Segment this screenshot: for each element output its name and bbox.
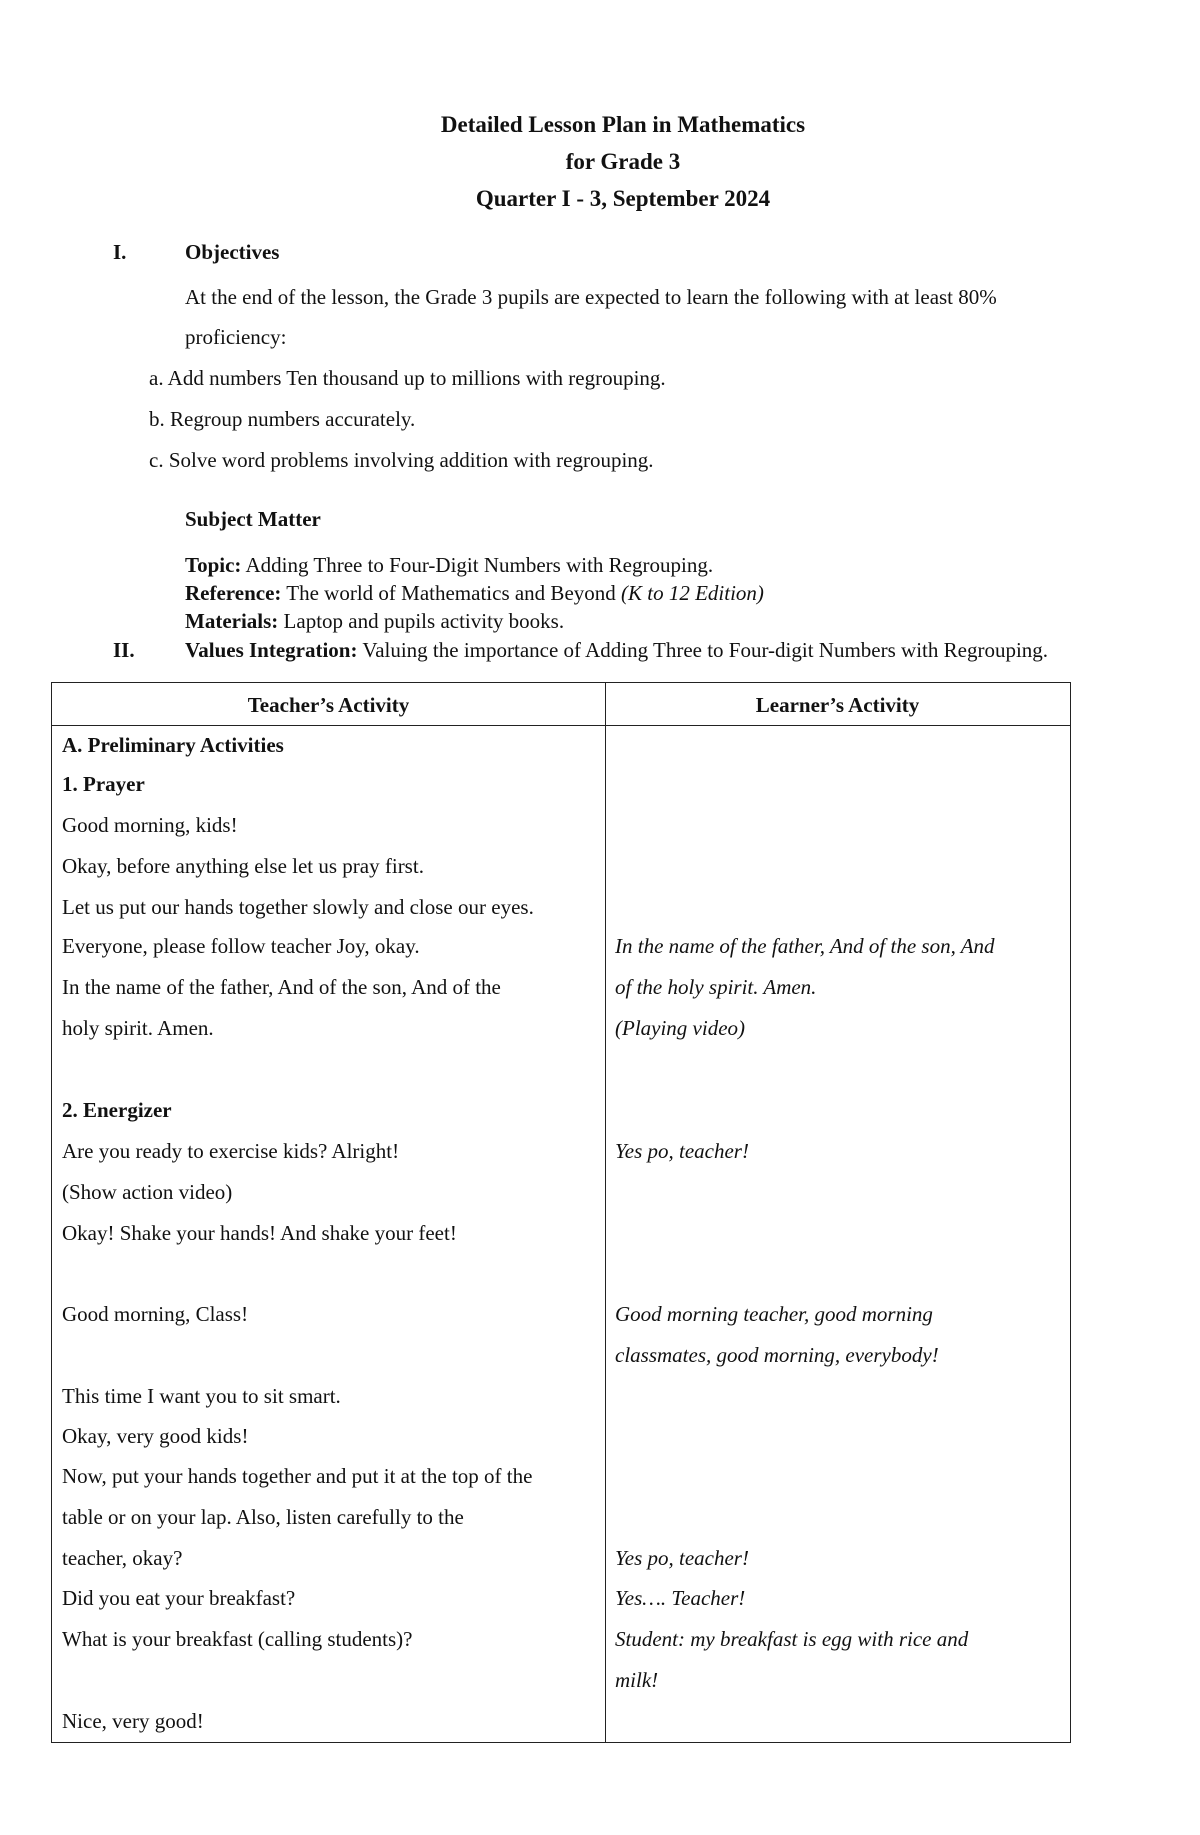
learner-line: Yes po, teacher!	[615, 1546, 749, 1570]
teacher-line: Now, put your hands together and put it at the top of the	[62, 1464, 533, 1488]
header-learner-activity: Learner’s Activity	[755, 693, 920, 717]
reference-edition: (K to 12 Edition)	[621, 581, 764, 605]
learner-line: (Playing video)	[615, 1016, 746, 1040]
column-divider	[605, 683, 606, 1742]
topic-label: Topic:	[185, 553, 242, 577]
values-value: Valuing the importance of Adding Three to Four-digit Numbers with Regrouping.	[357, 638, 1049, 662]
section-numeral-objectives: I.	[113, 240, 127, 264]
table-header-row	[52, 683, 1070, 726]
teacher-line: Let us put our hands together slowly and close our eyes.	[62, 895, 534, 919]
activity-table	[51, 682, 1071, 1743]
teacher-line: table or on your lap. Also, listen carefully to the	[62, 1505, 464, 1529]
teacher-line: Are you ready to exercise kids? Alright!	[62, 1139, 400, 1163]
teacher-line: This time I want you to sit smart.	[62, 1384, 341, 1408]
values-label: Values Integration:	[185, 638, 358, 662]
reference-value: The world of Mathematics and Beyond	[281, 581, 622, 605]
learner-line: Good morning teacher, good morning	[615, 1302, 933, 1326]
teacher-line: Everyone, please follow teacher Joy, okay.	[62, 934, 420, 958]
learner-line: Yes…. Teacher!	[615, 1586, 746, 1610]
values-integration-line	[185, 638, 1048, 663]
learner-line: classmates, good morning, everybody!	[615, 1343, 939, 1367]
topic-value: Adding Three to Four-Digit Numbers with Regrouping.	[241, 553, 714, 577]
objectives-heading: Objectives	[185, 240, 280, 264]
teacher-line: What is your breakfast (calling students)?	[62, 1627, 413, 1651]
objective-item-c: c. Solve word problems involving addition with regrouping.	[149, 448, 654, 472]
objectives-intro-line-1: At the end of the lesson, the Grade 3 pupils are expected to learn the following with at least 80%	[185, 285, 997, 309]
teacher-line: Did you eat your breakfast?	[62, 1586, 296, 1610]
teacher-line: holy spirit. Amen.	[62, 1016, 214, 1040]
learner-line: Student: my breakfast is egg with rice and	[615, 1627, 969, 1651]
document-title-line-2: for Grade 3	[565, 149, 681, 174]
materials-value: Laptop and pupils activity books.	[278, 609, 565, 633]
reference-line	[185, 581, 764, 606]
objective-item-b: b. Regroup numbers accurately.	[149, 407, 416, 431]
materials-label: Materials:	[185, 609, 279, 633]
teacher-line: Nice, very good!	[62, 1709, 204, 1733]
teacher-line: Okay, before anything else let us pray first.	[62, 854, 424, 878]
teacher-line: Good morning, Class!	[62, 1302, 249, 1326]
topic-line	[185, 553, 713, 578]
objectives-intro-line-2: proficiency:	[185, 325, 287, 349]
teacher-line: Okay! Shake your hands! And shake your feet!	[62, 1221, 457, 1245]
teacher-line: Good morning, kids!	[62, 813, 238, 837]
learner-line: milk!	[615, 1668, 659, 1692]
materials-line	[185, 609, 564, 634]
learner-line: Yes po, teacher!	[615, 1139, 749, 1163]
document-title-line-3: Quarter I - 3, September 2024	[475, 186, 771, 211]
teacher-line: (Show action video)	[62, 1180, 233, 1204]
learner-line: of the holy spirit. Amen.	[615, 975, 817, 999]
section-numeral-values: II.	[113, 638, 135, 662]
teacher-line: In the name of the father, And of the son, And of the	[62, 975, 501, 999]
teacher-line: 1. Prayer	[62, 772, 145, 796]
reference-label: Reference:	[185, 581, 282, 605]
teacher-line: teacher, okay?	[62, 1546, 183, 1570]
learner-line: In the name of the father, And of the son, And	[615, 934, 995, 958]
teacher-line: A. Preliminary Activities	[62, 733, 284, 757]
teacher-line: 2. Energizer	[62, 1098, 172, 1122]
header-teacher-activity: Teacher’s Activity	[247, 693, 410, 717]
objective-item-a: a. Add numbers Ten thousand up to millions with regrouping.	[149, 366, 666, 390]
subject-matter-heading: Subject Matter	[185, 507, 321, 531]
teacher-line: Okay, very good kids!	[62, 1424, 249, 1448]
document-title-line-1: Detailed Lesson Plan in Mathematics	[440, 112, 806, 137]
